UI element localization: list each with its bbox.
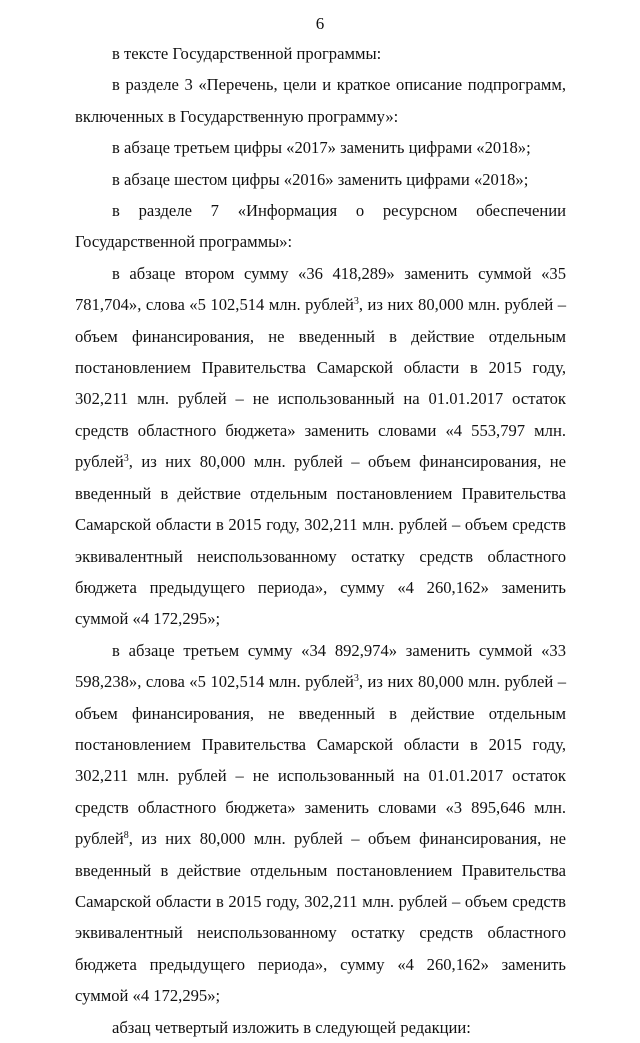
paragraph-text: , из них 80,000 млн. рублей – объем финансирования, не введенный в действие отдельным постановлением Правительства Самарской области в 2015 году, 302,211 млн. рублей – не использованный на 01.01.2017 остаток средств областного бюджета» заменить словами «4 553,797 млн. рублей: [75, 295, 566, 472]
paragraph-abzac-3-change: [75, 635, 566, 1012]
paragraph-text: , из них 80,000 млн. рублей – объем финансирования, не введенный в действие отдельным постановлением Правительства Самарской области в 2015 году, 302,211 млн. рублей – объем средств эквивалентный неиспользованному остатку средств областного бюджета предыдущего периода», сумму «4 260,162» заменить суммой «4 172,295»;: [75, 452, 566, 629]
footnote-ref: 3: [123, 453, 129, 465]
paragraph-text: в абзаце третьем сумму «34 892,974» заменить суммой «33 598,238», слова «5 102,514 млн. рублей: [75, 640, 566, 692]
paragraph-text: в разделе 7 «Информация о ресурсном обеспечении Государственной программы»:: [75, 201, 566, 252]
paragraph-text: в разделе 3 «Перечень, цели и краткое описание подпрограмм, включенных в Государственную программу»:: [75, 75, 566, 126]
paragraph-text: в абзаце третьем цифры «2017» заменить цифрами «2018»;: [112, 138, 531, 158]
paragraph-section-7: [75, 195, 566, 258]
paragraph-intro: [75, 38, 566, 69]
document-body: [75, 38, 566, 1043]
paragraph-text: в тексте Государственной программы:: [112, 44, 382, 63]
footnote-ref: 8: [123, 830, 129, 842]
paragraph-abzac-3: [75, 132, 566, 163]
paragraph-text: абзац четвертый изложить в следующей редакции:: [112, 1017, 471, 1037]
paragraph-section-3: [75, 69, 566, 132]
footnote-ref: 3: [353, 673, 359, 685]
paragraph-abzac-4: [75, 1012, 566, 1043]
paragraph-text: , из них 80,000 млн. рублей – объем финансирования, не введенный в действие отдельным постановлением Правительства Самарской области в 2015 году, 302,211 млн. рублей – объем средств эквивалентный неиспользованному остатку средств областного бюджета предыдущего периода», сумму «4 260,162» заменить суммой «4 172,295»;: [75, 829, 566, 1006]
paragraph-text: в абзаце втором сумму «36 418,289» заменить суммой «35 781,704», слова «5 102,514 млн. рублей: [75, 263, 566, 315]
footnote-ref: 3: [353, 296, 359, 308]
paragraph-abzac-2-change: [75, 258, 566, 635]
page-number: 6: [315, 14, 325, 33]
paragraph-abzac-6: [75, 164, 566, 195]
paragraph-text: , из них 80,000 млн. рублей – объем финансирования, не введенный в действие отдельным постановлением Правительства Самарской области в 2015 году, 302,211 млн. рублей – не использованный на 01.01.2017 остаток средств областного бюджета» заменить словами «3 895,646 млн. рублей: [75, 672, 566, 849]
paragraph-text: в абзаце шестом цифры «2016» заменить цифрами «2018»;: [112, 169, 529, 189]
